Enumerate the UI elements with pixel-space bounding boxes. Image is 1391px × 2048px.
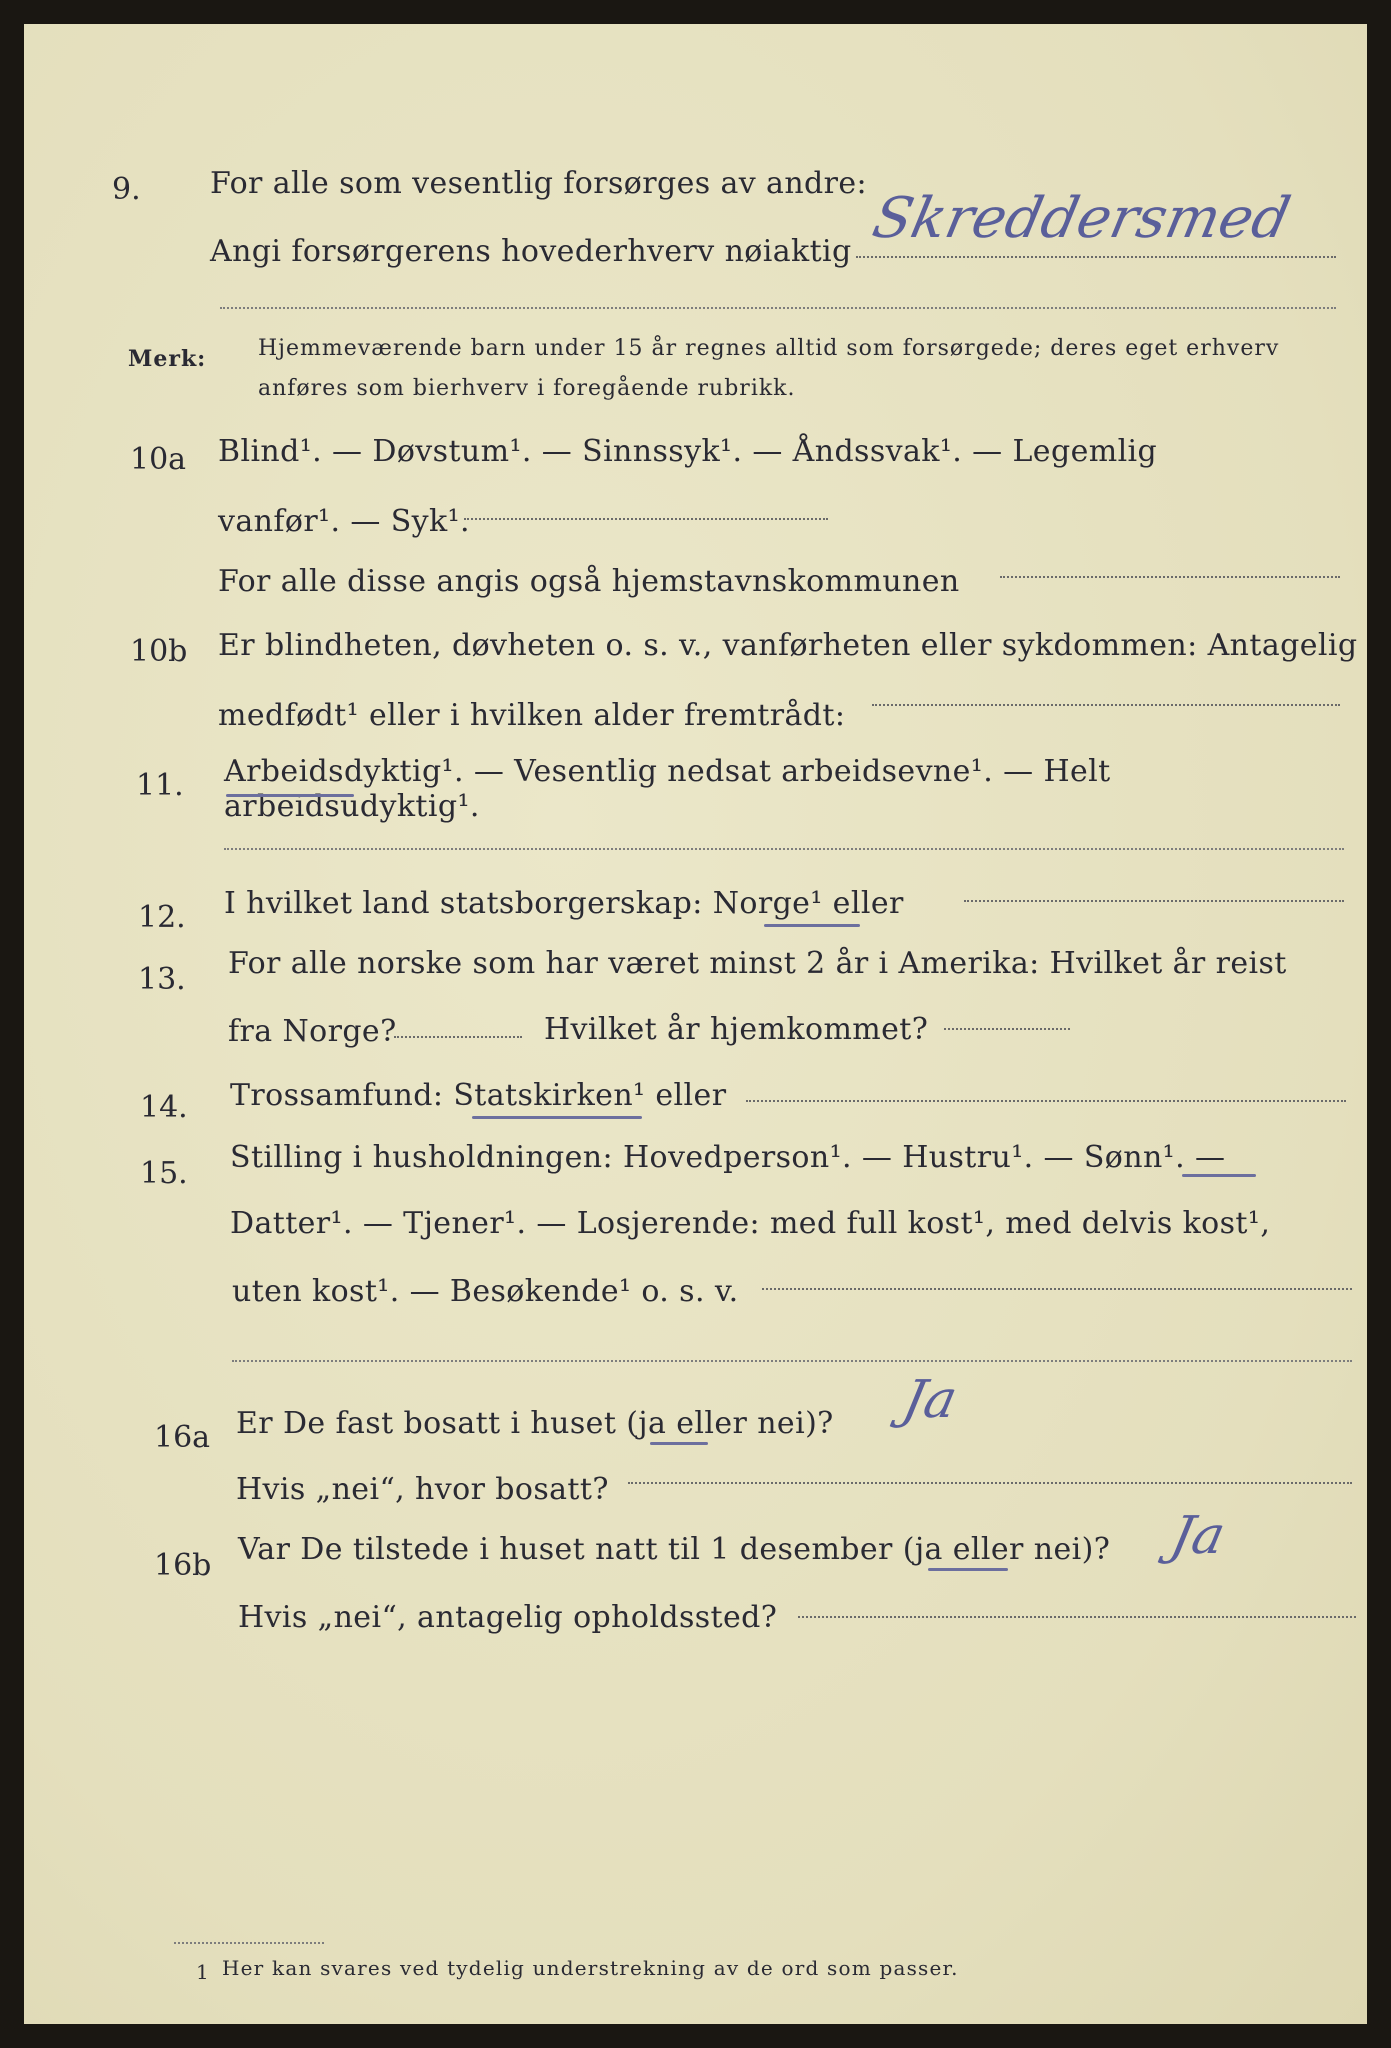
q10a-line2-blank [464, 518, 828, 520]
merk-label: Merk: [128, 346, 207, 372]
q10a-line2: vanfør¹. — Syk¹. [218, 504, 470, 539]
q10a-line3-blank [1000, 576, 1340, 578]
q15-underline-mark [1182, 1174, 1256, 1177]
q11-number: 11. [136, 768, 184, 803]
q9-line2: Angi forsørgerens hovederhverv nøiaktig [210, 234, 852, 269]
q16b-line2: Hvis „nei“, antagelig opholdssted? [238, 1600, 778, 1635]
q9-line1: For alle som vesentlig forsørges av andre: [210, 166, 868, 201]
merk-line2: anføres som bierhverv i foregående rubrikk. [258, 376, 796, 401]
q15-line1: Stilling i husholdningen: Hovedperson¹. — Hustru¹. — Sønn¹. — [230, 1140, 1226, 1175]
q15-number: 15. [140, 1156, 188, 1191]
q16a-answer-line [628, 1482, 1352, 1484]
merk-line1: Hjemmeværende barn under 15 år regnes alltid som forsørgede; deres eget erhverv [258, 336, 1280, 361]
footnote-mark: 1 [196, 1960, 210, 1984]
q15-line3: uten kost¹. — Besøkende¹ o. s. v. [232, 1274, 739, 1309]
q10b-answer-line [872, 704, 1340, 706]
q13-line2a: fra Norge? [228, 1014, 397, 1049]
footnote-rule [174, 1942, 324, 1944]
q9-number: 9. [112, 172, 141, 207]
q13-number: 13. [138, 962, 186, 997]
q10b-line2: medfødt¹ eller i hvilken alder fremtrådt: [218, 698, 846, 733]
q12-line1: I hvilket land statsborgerskap: Norge¹ eller [224, 886, 904, 921]
q16a-handwritten-answer: Ja [897, 1370, 963, 1430]
q13-line1: For alle norske som har været minst 2 år i Amerika: Hvilket år reist [228, 946, 1287, 981]
q15-blank-line [232, 1360, 1352, 1362]
q12-number: 12. [138, 900, 186, 935]
q15-line2: Datter¹. — Tjener¹. — Losjerende: med full kost¹, med delvis kost¹, [230, 1206, 1271, 1241]
q16b-answer-line [798, 1616, 1356, 1618]
q13-year-returned-blank [944, 1028, 1070, 1030]
q16a-line1: Er De fast bosatt i huset (ja eller nei)? [236, 1406, 834, 1441]
q16b-line1: Var De tilstede i huset natt til 1 desember (ja eller nei)? [238, 1532, 1111, 1567]
q12-answer-line [964, 900, 1344, 902]
q16a-line2: Hvis „nei“, hvor bosatt? [236, 1472, 609, 1507]
q16a-underline-mark [650, 1442, 708, 1445]
q11-underline-mark [226, 794, 354, 797]
q14-underline-mark [472, 1116, 642, 1119]
q10a-number: 10a [130, 442, 187, 477]
q9-answer-line [856, 256, 1336, 258]
q16b-underline-mark [928, 1568, 1008, 1571]
q10b-number: 10b [130, 634, 188, 669]
q16a-number: 16a [154, 1420, 211, 1455]
q11-blank-line [224, 848, 1344, 850]
q16b-number: 16b [154, 1548, 212, 1583]
q13-line2b: Hvilket år hjemkommet? [544, 1012, 929, 1047]
q15-line3-blank [762, 1288, 1352, 1290]
q14-number: 14. [140, 1090, 188, 1125]
q14-answer-line [746, 1100, 1346, 1102]
q9-handwritten-answer: Skreddersmed [867, 186, 1296, 251]
q14-line1: Trossamfund: Statskirken¹ eller [230, 1078, 727, 1113]
census-form-page [24, 24, 1367, 2024]
q11-line1: Arbeidsdyktig¹. — Vesentlig nedsat arbeidsevne¹. — Helt arbeidsudyktig¹. [224, 754, 1111, 824]
q12-underline-mark [764, 924, 860, 927]
q16b-handwritten-answer: Ja [1165, 1506, 1231, 1566]
q10a-line1: Blind¹. — Døvstum¹. — Sinnssyk¹. — Åndssvak¹. — Legemlig [218, 434, 1158, 469]
q9-blank-line [220, 307, 1336, 309]
q10a-line3: For alle disse angis også hjemstavnskommunen [218, 564, 960, 599]
q13-year-left-blank [394, 1036, 522, 1038]
q10b-line1: Er blindheten, døvheten o. s. v., vanførheten eller sykdommen: Antagelig [218, 628, 1358, 663]
footnote-text: Her kan svares ved tydelig understrekning av de ord som passer. [222, 1956, 959, 1980]
